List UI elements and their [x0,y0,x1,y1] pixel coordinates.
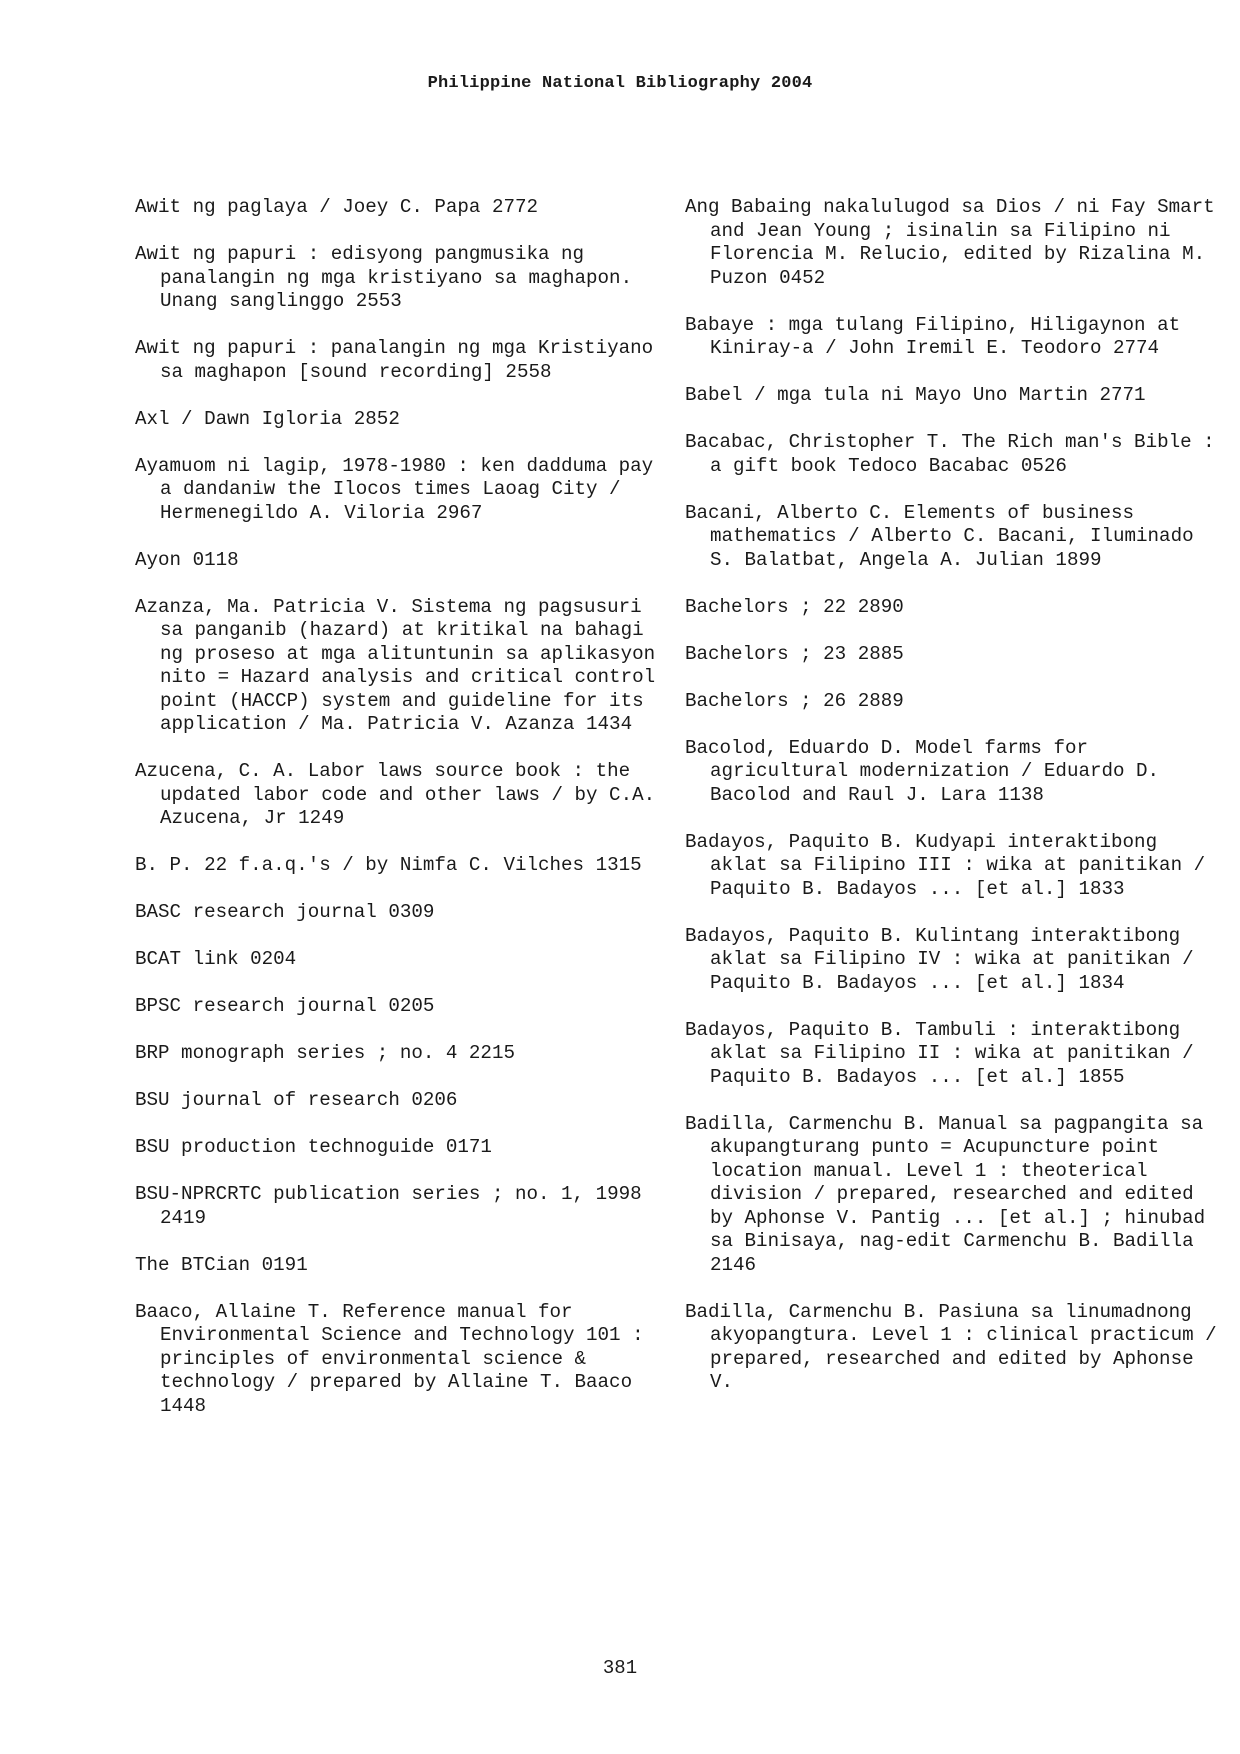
bibliography-entry: Badayos, Paquito B. Tambuli : interaktibong aklat sa Filipino II : wika at panitikan / Paquito B. Badayos ... [et al.] 1855 [685,1018,1194,1088]
bibliography-entry: Awit ng papuri : panalangin ng mga Kristiyano sa maghapon [sound recording] 2558 [135,337,654,383]
bibliography-entry: BRP monograph series ; no. 4 2215 [135,1042,515,1064]
bibliography-entry: Bacani, Alberto C. Elements of business mathematics / Alberto C. Bacani, Iluminado S. Balatbat, Angela A. Julian 1899 [685,501,1194,571]
page-title: Philippine National Bibliography 2004 [427,74,813,93]
bibliography-entry: BASC research journal 0309 [135,901,435,923]
bibliography-entry: Ayamuom ni lagip, 1978-1980 : ken dadduma pay a dandaniw the Ilocos times Laoag City / Hermenegildo A. Viloria 2967 [135,454,654,524]
bibliography-entry: Badayos, Paquito B. Kudyapi interaktibong aklat sa Filipino III : wika at panitikan / Paquito B. Badayos ... [et al.] 1833 [685,830,1206,900]
bibliography-entry: Badilla, Carmenchu B. Pasiuna sa linumadnong akyopangtura. Level 1 : clinical practicum / prepared, researched and edited by Aphonse V. [685,1300,1217,1393]
bibliography-entry: Bachelors ; 22 2890 [685,595,904,618]
bibliography-entry: Bacabac, Christopher T. The Rich man's Bible : a gift book Tedoco Bacabac 0526 [685,431,1215,477]
bibliography-entry: Baaco, Allaine T. Reference manual for Environmental Science and Technology 101 : principles of environmental science & technology / prepared by Allaine T. Baaco 1448 [135,1300,644,1417]
bibliography-entry: BCAT link 0204 [135,948,297,970]
right-column [685,196,1225,1418]
bibliography-entry: Badilla, Carmenchu B. Manual sa pagpangita sa akupangturang punto = Acupuncture point location manual. Level 1 : theoterical division / prepared, researched and edited by Aphonse V. Pantig ... [et al.] ; hinubad sa Binisaya, nag-edit Carmenchu B. Badilla 2146 [685,1112,1206,1276]
left-column [135,196,675,1442]
bibliography-entry: Badayos, Paquito B. Kulintang interaktibong aklat sa Filipino IV : wika at panitikan / Paquito B. Badayos ... [et al.] 1834 [685,924,1194,994]
bibliography-entry: Ang Babaing nakalulugod sa Dios / ni Fay Smart and Jean Young ; isinalin sa Filipino ni Florencia M. Relucio, edited by Rizalina M. Puzon 0452 [685,196,1215,289]
bibliography-entry: Babaye : mga tulang Filipino, Hiligaynon at Kiniray-a / John Iremil E. Teodoro 2774 [685,313,1181,359]
bibliography-entry: Bachelors ; 26 2889 [685,689,904,712]
bibliography-entry: BSU-NPRCRTC publication series ; no. 1, 1998 2419 [135,1183,642,1229]
bibliography-entry: BPSC research journal 0205 [135,995,435,1017]
bibliography-entry: BSU production technoguide 0171 [135,1136,492,1158]
bibliography-entry: The BTCian 0191 [135,1253,308,1276]
bibliography-entry: BSU journal of research 0206 [135,1089,458,1111]
bibliography-entry: Awit ng paglaya / Joey C. Papa 2772 [135,196,539,218]
bibliography-entry: Azucena, C. A. Labor laws source book : the updated labor code and other laws / by C.A. Azucena, Jr 1249 [135,760,656,829]
bibliography-entry: Awit ng papuri : edisyong pangmusika ng panalangin ng mga kristiyano sa maghapon. Unang sanglinggo 2553 [135,243,633,312]
bibliography-entry: Ayon 0118 [135,548,239,571]
bibliography-entry: Babel / mga tula ni Mayo Uno Martin 2771 [685,384,1146,406]
bibliography-entry: Azanza, Ma. Patricia V. Sistema ng pagsusuri sa panganib (hazard) at kritikal na bahagi ng proseso at mga alituntunin sa aplikasyon nito = Hazard analysis and critical control point (HACCP) system and guideline for its application / Ma. Patricia V. Azanza 1434 [135,595,656,735]
bibliography-entry: Axl / Dawn Igloria 2852 [135,407,400,430]
bibliography-entry: Bachelors ; 23 2885 [685,642,904,665]
bibliography-entry: B. P. 22 f.a.q.'s / by Nimfa C. Vilches 1315 [135,854,642,876]
page-number: 381 [602,1657,638,1679]
bibliography-entry: Bacolod, Eduardo D. Model farms for agricultural modernization / Eduardo D. Bacolod and Raul J. Lara 1138 [685,736,1160,806]
